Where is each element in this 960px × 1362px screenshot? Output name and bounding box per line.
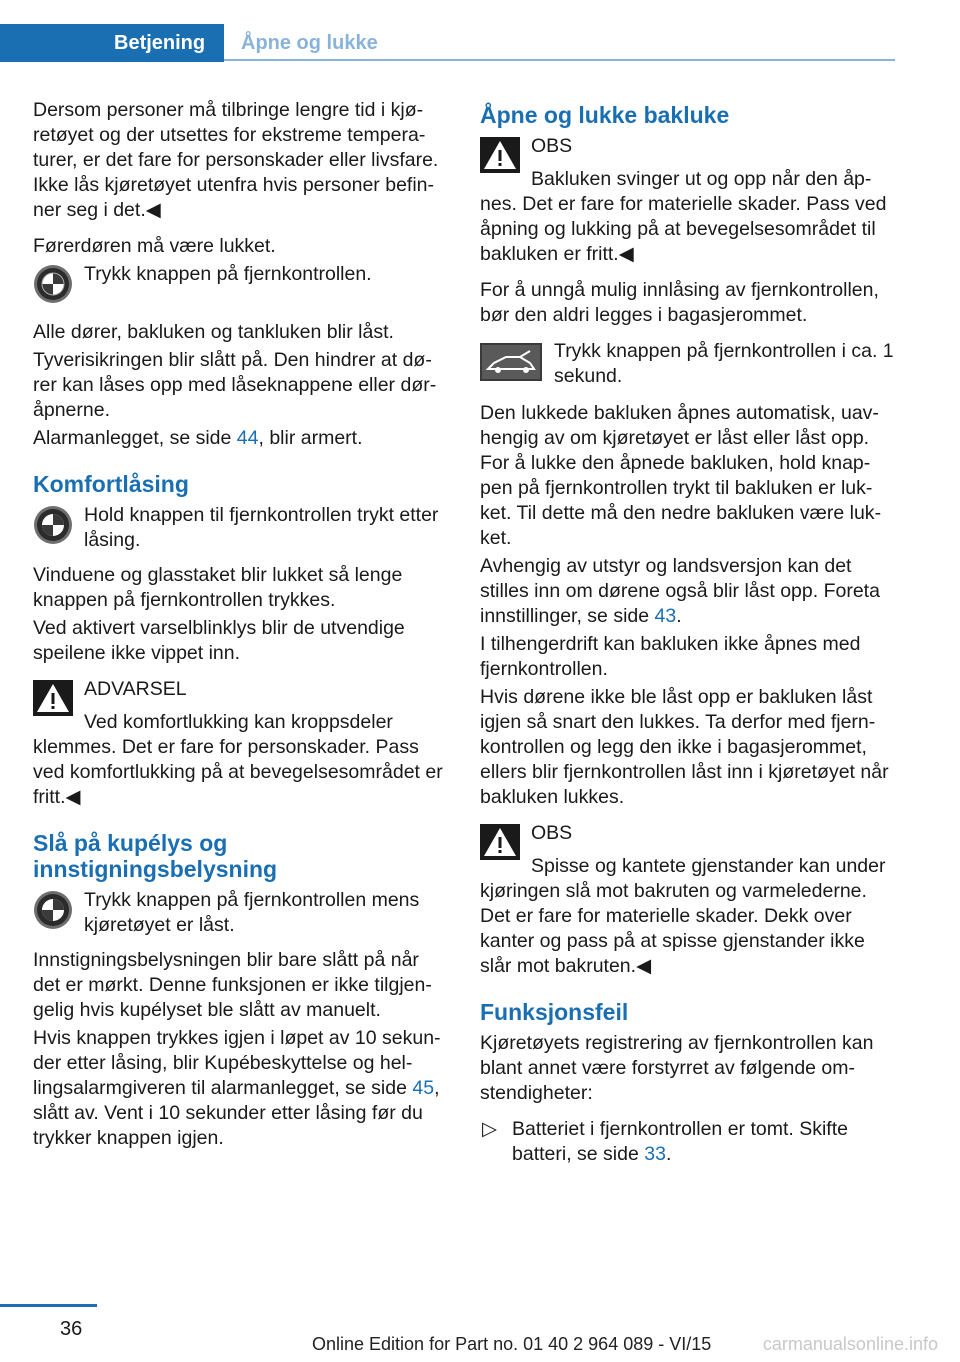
page-number: 36: [60, 1318, 83, 1340]
caution-block: [480, 134, 895, 267]
car-trunk-icon: [480, 343, 542, 381]
warning-heading: ADVARSEL: [84, 678, 187, 700]
page-link-44[interactable]: 44: [236, 427, 259, 449]
paragraph: I tilhengerdrift kan bakluken ikke åpnes med fjernkontrollen.: [480, 633, 861, 680]
paragraph: Avhengig av utstyr og landsversjon kan det stilles inn om dørene også blir låst opp. Foreta innstillinger, se side 43.: [480, 555, 880, 627]
right-column: [480, 98, 895, 1167]
section-heading-bakluke: Åpne og lukke bakluke: [480, 102, 730, 128]
page-link-33[interactable]: 33: [644, 1143, 666, 1165]
paragraph: For å unngå mulig innlåsing av fjernkontrollen, bør den aldri legges i bagasjerommet.: [480, 279, 879, 326]
paragraph: Den lukkede bakluken åpnes automatisk, uavhengig av om kjøretøyet er låst eller låst opp. For å lukke den åpnede bakluken, hold knappen på fjernkontrollen trykt til bakluken er lukket. Til dette må den nedre bakluken være lukket.: [480, 402, 882, 549]
paragraph: Ved aktivert varselblinklys blir de utvendige speilene ikke vippet inn.: [33, 617, 405, 664]
section-heading-kupelys: Slå på kupélys og innstigningsbelysning: [33, 830, 278, 882]
instruction-text: Trykk knappen på fjernkontrollen.: [84, 263, 372, 285]
instruction-text: Trykk knappen på fjernkontrollen i ca. 1 sekund.: [554, 340, 894, 387]
list-item: ▷ Batteriet i fjernkontrollen er tomt. Skifte batteri, se side 33.: [482, 1118, 848, 1165]
instruction-with-icon: [33, 503, 448, 553]
paragraph: Kjøretøyets registrering av fjernkontrollen kan blant annet være forstyrret av følgende omstendigheter:: [480, 1032, 874, 1104]
instruction-with-icon: [33, 262, 448, 310]
warning-triangle-icon: [33, 680, 73, 716]
caution-heading: OBS: [531, 822, 573, 844]
instruction-text: Trykk knappen på fjernkontrollen mens kjøretøyet er låst.: [84, 889, 420, 936]
section-heading-funksjonsfeil: Funksjonsfeil: [480, 999, 629, 1025]
paragraph: Hvis knappen trykkes igjen i løpet av 10 sekunder etter låsing, blir Kupébeskyttelse og hellingsalarmgiveren til alarmanlegget, se side 45, slått av. Vent i 10 sekunder etter låsing før du trykker knappen igjen.: [33, 1027, 441, 1149]
header-divider: [224, 59, 895, 61]
bmw-logo-icon: [33, 264, 73, 304]
instruction-with-icon: [33, 888, 448, 938]
left-column: [33, 98, 448, 1162]
instruction-text: Hold knappen til fjernkontrollen trykt etter låsing.: [84, 504, 439, 551]
warning-block: [33, 677, 448, 810]
paragraph: Dersom personer må tilbringe lengre tid i kjøretøyet og der utsettes for ekstreme temperaturer, er det fare for personskader eller livsfare. Ikke lås kjøretøyet utenfra hvis personer befinner seg i det.◀: [33, 99, 439, 221]
page-link-45[interactable]: 45: [412, 1077, 435, 1099]
tab-apne-og-lukke[interactable]: Åpne og lukke: [241, 32, 378, 54]
warning-text: Ved komfortlukking kan kroppsdeler klemmes. Det er fare for personskader. Pass ved komfortlukking på at bevegelsesområdet er fritt.◀: [33, 711, 443, 808]
paragraph: Innstigningsbelysningen blir bare slått på når det er mørkt. Denne funksjonen er ikke tilgjengelig hvis kupélyset ble slått av manuelt.: [33, 949, 432, 1021]
warning-triangle-icon: [480, 824, 520, 860]
footer-divider: [0, 1304, 97, 1307]
watermark: carmanualsonline.info: [762, 1334, 938, 1354]
bmw-logo-icon: [33, 505, 73, 545]
edition-text: Online Edition for Part no. 01 40 2 964 089 - VI/15: [312, 1334, 712, 1354]
instruction-with-icon: [480, 339, 895, 389]
tab-betjening[interactable]: Betjening: [0, 24, 224, 62]
section-heading-komfortlasing: Komfortlåsing: [33, 471, 189, 497]
paragraph: Tyverisikringen blir slått på. Den hindrer at dører kan låses opp med låseknappene eller døråpnerne.: [33, 349, 437, 421]
paragraph: Hvis dørene ikke ble låst opp er bakluken låst igjen så snart den lukkes. Ta derfor med fjernkontrollen og legg den ikke i bagasjerommet, ellers blir fjernkontrollen låst inn i kjøretøyet når bakluken lukkes.: [480, 686, 889, 808]
paragraph: Alle dører, bakluken og tankluken blir låst.: [33, 321, 394, 343]
caution-text: Spisse og kantete gjenstander kan under kjøringen slå mot bakruten og varmelederne. Det er fare for materielle skader. Dekk over kanter og pass på at spisse gjenstander ikke slår mot bakruten.◀: [480, 855, 886, 977]
warning-triangle-icon: [480, 137, 520, 173]
caution-text: Bakluken svinger ut og opp når den åpnes. Det er fare for materielle skader. Pass ved åpning og lukking på at bevegelsesområdet til bakluken er fritt.◀: [480, 168, 887, 265]
paragraph: Vinduene og glasstaket blir lukket så lenge knappen på fjernkontrollen trykkes.: [33, 564, 403, 611]
paragraph: Førerdøren må være lukket.: [33, 235, 276, 257]
header-tabs: [0, 24, 895, 62]
page-link-43[interactable]: 43: [654, 605, 677, 627]
paragraph: Alarmanlegget, se side 44, blir armert.: [33, 427, 363, 449]
bmw-logo-icon: [33, 890, 73, 930]
bullet-arrow-icon: ▷: [482, 1118, 497, 1140]
caution-heading: OBS: [531, 135, 573, 157]
caution-block: [480, 821, 895, 979]
